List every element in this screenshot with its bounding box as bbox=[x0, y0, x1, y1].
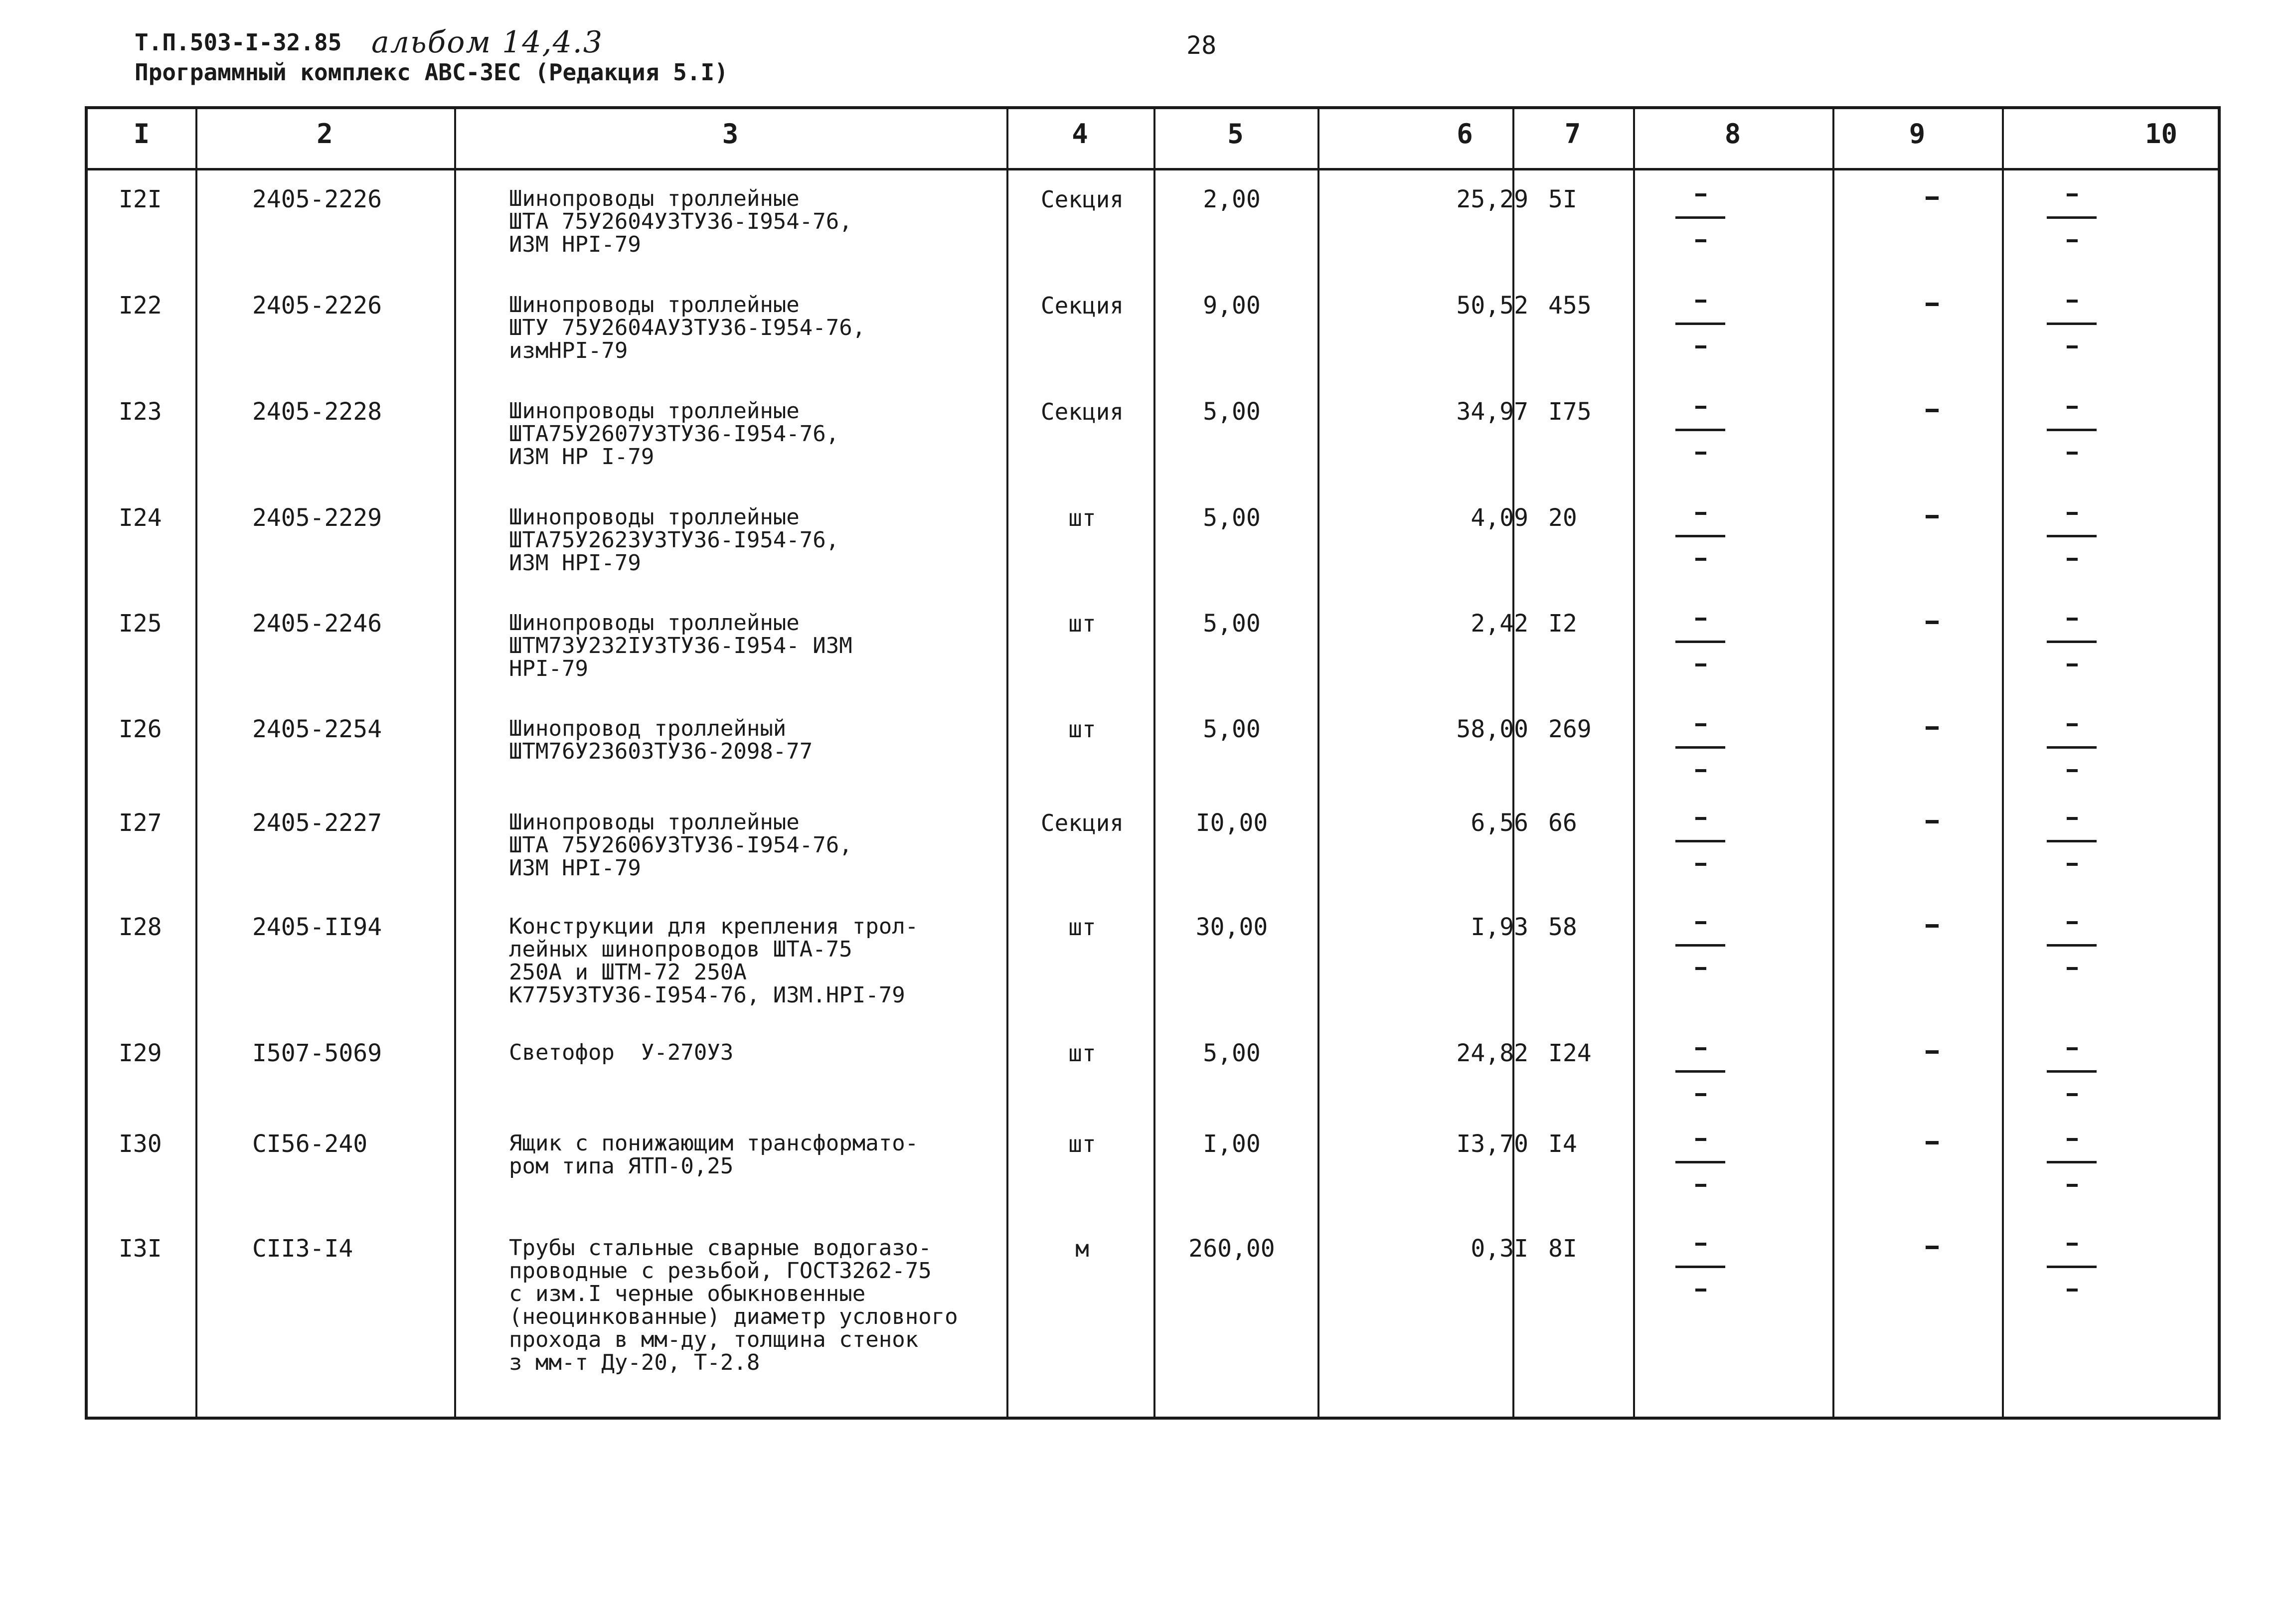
item-unit: шт bbox=[1068, 504, 1096, 531]
item-total: I2 bbox=[1548, 610, 1577, 638]
empty-fraction-col10 bbox=[2047, 811, 2097, 871]
item-description: Светофор У-270УЗ bbox=[509, 1040, 734, 1065]
item-quantity: 260,00 bbox=[1188, 1235, 1275, 1263]
item-total: I4 bbox=[1548, 1130, 1577, 1158]
item-total: 20 bbox=[1548, 504, 1577, 532]
empty-dash-col9 bbox=[1926, 621, 1939, 624]
item-code: СII3-I4 bbox=[252, 1235, 353, 1263]
column-header-4: 4 bbox=[1072, 118, 1088, 150]
item-code: 2405-2226 bbox=[252, 185, 382, 213]
item-quantity: 5,00 bbox=[1203, 398, 1261, 426]
empty-fraction-col8 bbox=[1675, 1041, 1725, 1101]
item-total: I24 bbox=[1548, 1039, 1592, 1067]
row-number: I22 bbox=[119, 292, 162, 320]
column-divider bbox=[1006, 109, 1008, 1417]
item-quantity: I0,00 bbox=[1195, 809, 1268, 837]
item-total: 66 bbox=[1548, 809, 1577, 837]
item-description: Шинопровод троллейный ШТМ76У2360ЗТУ36-2098-77 bbox=[509, 716, 813, 764]
item-price: 0,3I bbox=[1471, 1235, 1528, 1263]
empty-fraction-col10 bbox=[2047, 915, 2097, 975]
item-quantity: I,00 bbox=[1203, 1130, 1261, 1158]
item-unit: м bbox=[1075, 1235, 1089, 1262]
item-code: 2405-2227 bbox=[252, 809, 382, 837]
empty-dash-col9 bbox=[1926, 1050, 1939, 1054]
empty-dash-col9 bbox=[1926, 1141, 1939, 1144]
document-subtitle: Программный комплекс АВС-ЗЕС (Редакция 5.I) bbox=[135, 59, 728, 86]
item-code: 2405-2254 bbox=[252, 715, 382, 743]
item-total: 269 bbox=[1548, 715, 1592, 743]
item-code: 2405-2228 bbox=[252, 398, 382, 426]
row-number: I28 bbox=[119, 913, 162, 941]
column-divider bbox=[454, 109, 456, 1417]
item-total: 8I bbox=[1548, 1235, 1577, 1263]
column-header-8: 8 bbox=[1724, 118, 1741, 150]
item-price: 58,00 bbox=[1456, 715, 1528, 743]
row-number: I30 bbox=[119, 1130, 162, 1158]
column-divider bbox=[2002, 109, 2004, 1417]
item-description: Шинопроводы троллейные ШТА75У2623УЗТУ36-I954-76, ИЗМ НРI-79 bbox=[509, 504, 839, 576]
item-description: Шинопроводы троллейные ШТА75У2607УЗТУ36-I954-76, ИЗМ НР I-79 bbox=[509, 398, 839, 470]
empty-fraction-col8 bbox=[1675, 400, 1725, 460]
empty-dash-col9 bbox=[1926, 409, 1939, 412]
item-description: Шинопроводы троллейные ШТА 75У2606УЗТУ36-I954-76, ИЗМ НРI-79 bbox=[509, 810, 852, 881]
item-unit: Секция bbox=[1040, 398, 1124, 425]
empty-fraction-col8 bbox=[1675, 717, 1725, 777]
empty-fraction-col10 bbox=[2047, 1132, 2097, 1192]
item-description: Ящик с понижающим трансформато- ром типа ЯТП-0,25 bbox=[509, 1131, 919, 1179]
specification-table bbox=[85, 106, 2221, 1420]
item-code: 2405-II94 bbox=[252, 913, 382, 941]
row-number: I2I bbox=[119, 185, 162, 213]
item-code: I507-5069 bbox=[252, 1039, 382, 1067]
item-quantity: 5,00 bbox=[1203, 1039, 1261, 1067]
item-unit: шт bbox=[1068, 716, 1096, 743]
item-price: 6,56 bbox=[1471, 809, 1528, 837]
item-price: 24,82 bbox=[1456, 1039, 1528, 1067]
item-unit: шт bbox=[1068, 1040, 1096, 1067]
item-code: СI56-240 bbox=[252, 1130, 368, 1158]
row-number: I23 bbox=[119, 398, 162, 426]
empty-fraction-col8 bbox=[1675, 294, 1725, 353]
item-unit: Секция bbox=[1040, 186, 1124, 213]
item-unit: шт bbox=[1068, 610, 1096, 637]
empty-fraction-col10 bbox=[2047, 400, 2097, 460]
column-header-10: 10 bbox=[2144, 118, 2178, 150]
item-total: 58 bbox=[1548, 913, 1577, 941]
column-divider bbox=[1832, 109, 1834, 1417]
item-total: 455 bbox=[1548, 292, 1592, 320]
column-header-7: 7 bbox=[1564, 118, 1581, 150]
item-quantity: 5,00 bbox=[1203, 504, 1261, 532]
item-quantity: 2,00 bbox=[1203, 185, 1261, 213]
empty-fraction-col8 bbox=[1675, 811, 1725, 871]
item-total: 5I bbox=[1548, 185, 1577, 213]
empty-fraction-col10 bbox=[2047, 1041, 2097, 1101]
item-description: Шинопроводы троллейные ШТА 75У2604УЗТУ36-I954-76, ИЗМ НРI-79 bbox=[509, 186, 852, 257]
item-price: 34,97 bbox=[1456, 398, 1528, 426]
empty-fraction-col8 bbox=[1675, 915, 1725, 975]
item-price: 50,52 bbox=[1456, 292, 1528, 320]
item-description: Конструкции для крепления трол- лейных шинопроводов ШТА-75 250А и ШТМ-72 250А К775УЗТУ36-I954-76, ИЗМ.НРI-79 bbox=[509, 914, 919, 1008]
item-description: Шинопроводы троллейные ШТМ73У232IУЗТУ36-I954- ИЗМ НРI-79 bbox=[509, 610, 852, 681]
empty-dash-col9 bbox=[1926, 726, 1939, 730]
item-description: Шинопроводы троллейные ШТУ 75У2604АУЗТУ36-I954-76, измНРI-79 bbox=[509, 292, 866, 363]
item-total: I75 bbox=[1548, 398, 1592, 426]
row-number: I3I bbox=[119, 1235, 162, 1263]
item-unit: Секция bbox=[1040, 810, 1124, 836]
empty-dash-col9 bbox=[1926, 196, 1939, 200]
handwritten-note: альбом 14,4.3 bbox=[371, 25, 604, 60]
empty-fraction-col10 bbox=[2047, 294, 2097, 353]
item-price: I3,70 bbox=[1456, 1130, 1528, 1158]
empty-fraction-col8 bbox=[1675, 187, 1725, 247]
page-number: 28 bbox=[1186, 31, 1217, 60]
empty-dash-col9 bbox=[1926, 1246, 1939, 1249]
row-number: I24 bbox=[119, 504, 162, 532]
item-price: I,93 bbox=[1471, 913, 1528, 941]
item-price: 2,42 bbox=[1471, 610, 1528, 638]
empty-dash-col9 bbox=[1926, 924, 1939, 928]
item-quantity: 30,00 bbox=[1195, 913, 1268, 941]
column-header-3: 3 bbox=[722, 118, 739, 150]
column-header-5: 5 bbox=[1227, 118, 1244, 150]
column-divider bbox=[195, 109, 197, 1417]
item-quantity: 5,00 bbox=[1203, 715, 1261, 743]
empty-fraction-col10 bbox=[2047, 506, 2097, 566]
item-code: 2405-2246 bbox=[252, 610, 382, 638]
empty-fraction-col8 bbox=[1675, 612, 1725, 671]
empty-fraction-col8 bbox=[1675, 1237, 1725, 1296]
empty-fraction-col10 bbox=[2047, 717, 2097, 777]
column-header-2: 2 bbox=[317, 118, 333, 150]
row-number: I27 bbox=[119, 809, 162, 837]
empty-dash-col9 bbox=[1926, 820, 1939, 823]
header-divider bbox=[88, 168, 2218, 170]
row-number: I25 bbox=[119, 610, 162, 638]
empty-dash-col9 bbox=[1926, 515, 1939, 518]
empty-fraction-col8 bbox=[1675, 1132, 1725, 1192]
column-header-1: I bbox=[133, 118, 150, 150]
row-number: I26 bbox=[119, 715, 162, 743]
empty-dash-col9 bbox=[1926, 303, 1939, 306]
item-code: 2405-2229 bbox=[252, 504, 382, 532]
document-code: Т.П.503-I-32.85 bbox=[135, 29, 342, 56]
item-code: 2405-2226 bbox=[252, 292, 382, 320]
item-price: 25,29 bbox=[1456, 185, 1528, 213]
item-quantity: 5,00 bbox=[1203, 610, 1261, 638]
item-unit: шт bbox=[1068, 914, 1096, 941]
empty-fraction-col10 bbox=[2047, 187, 2097, 247]
empty-fraction-col8 bbox=[1675, 506, 1725, 566]
item-description: Трубы стальные сварные водогазо- проводные с резьбой, ГОСТ3262-75 с изм.I черные обыкновенные (неоцинкованные) диаметр условного прохода в мм-ду, толщина стенок з мм-т Ду-20, Т-2.8 bbox=[509, 1235, 958, 1375]
row-number: I29 bbox=[119, 1039, 162, 1067]
item-unit: Секция bbox=[1040, 292, 1124, 319]
item-quantity: 9,00 bbox=[1203, 292, 1261, 320]
item-price: 4,09 bbox=[1471, 504, 1528, 532]
empty-fraction-col10 bbox=[2047, 1237, 2097, 1296]
item-unit: шт bbox=[1068, 1131, 1096, 1157]
empty-fraction-col10 bbox=[2047, 612, 2097, 671]
column-header-9: 9 bbox=[1909, 118, 1926, 150]
column-header-6: 6 bbox=[1457, 118, 1473, 150]
